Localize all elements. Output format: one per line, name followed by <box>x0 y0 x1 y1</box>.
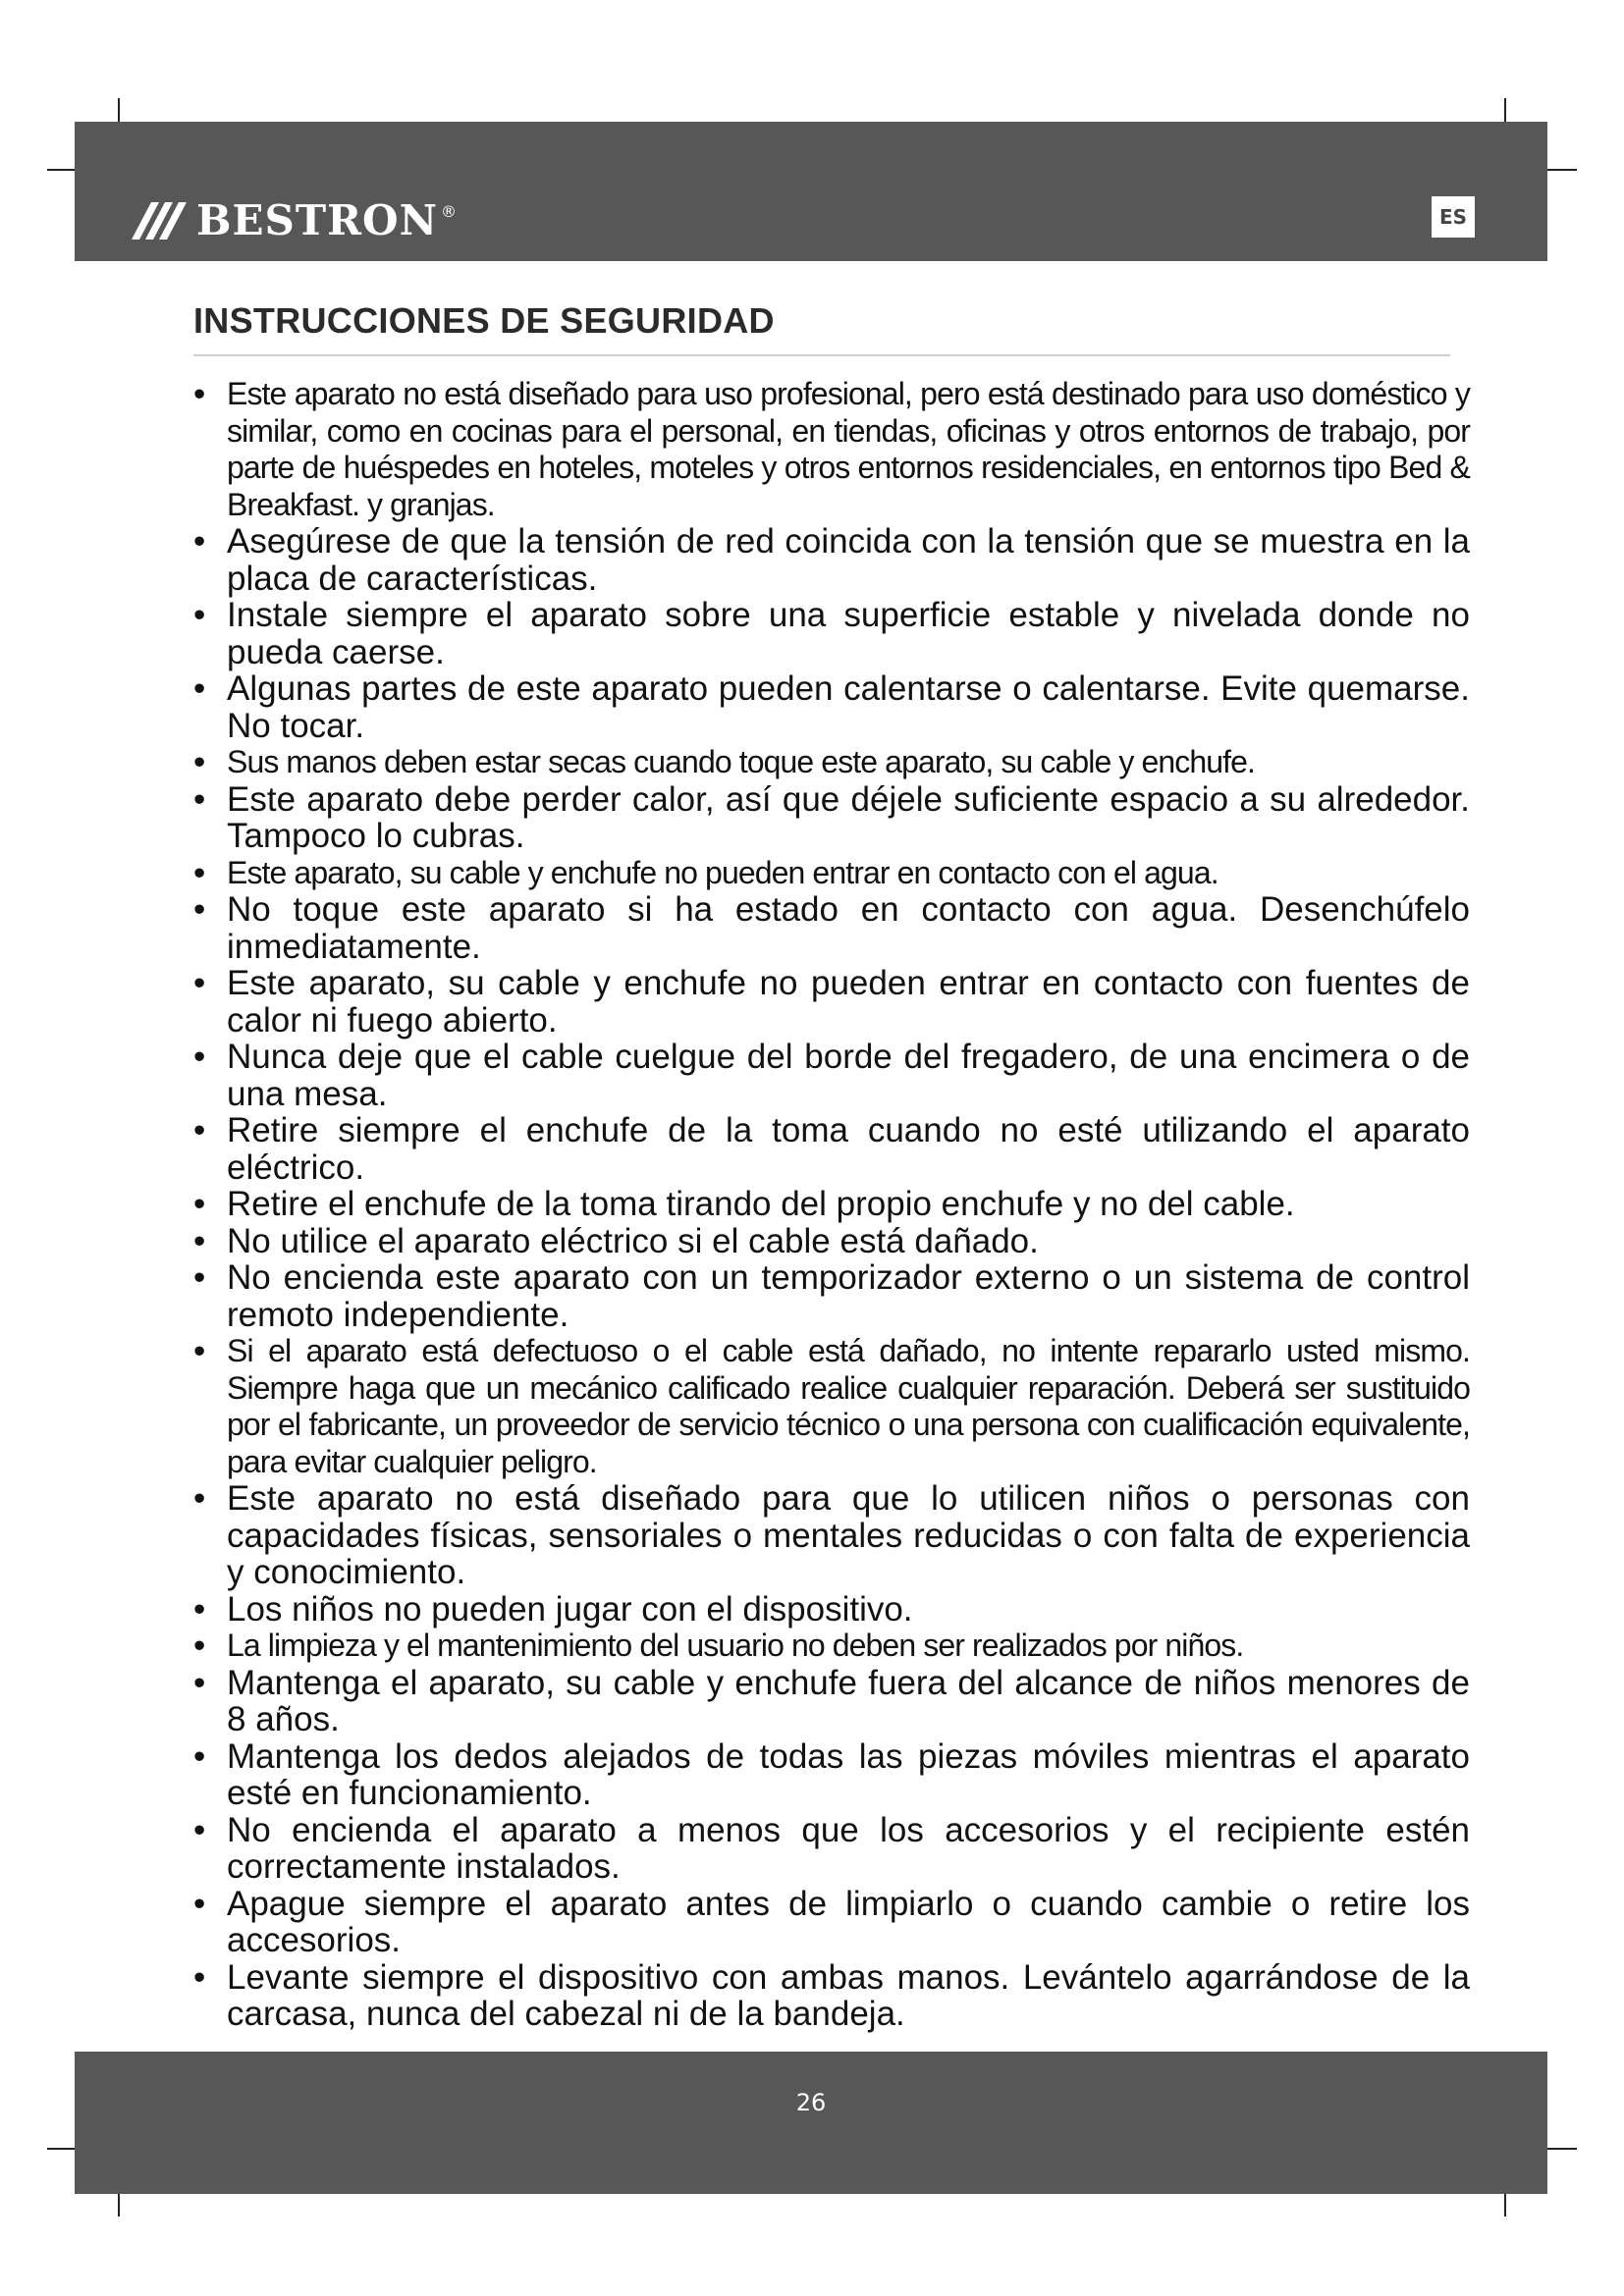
title-divider <box>193 354 1450 356</box>
list-item-text: Este aparato, su cable y enchufe no pueden entrar en contacto con fuentes de calor ni fuego abierto. <box>227 964 1470 1040</box>
list-item-text: No encienda el aparato a menos que los accesorios y el recipiente estén correctamente instalados. <box>227 1810 1470 1886</box>
page-number: 26 <box>795 2089 827 2116</box>
list-item <box>193 965 1470 1039</box>
bullet-icon: • <box>193 1038 206 1076</box>
list-item-text: Instale siempre el aparato sobre una superficie estable y nivelada donde no pueda caerse. <box>227 596 1470 671</box>
bullet-icon: • <box>193 743 205 781</box>
bullet-icon: • <box>193 890 206 929</box>
bullet-icon: • <box>193 1627 205 1665</box>
bullet-icon: • <box>193 669 206 708</box>
list-item <box>193 1259 1470 1333</box>
bullet-icon: • <box>193 1332 205 1370</box>
list-item-text: Retire siempre el enchufe de la toma cuando no esté utilizando el aparato eléctrico. <box>227 1111 1470 1187</box>
bullet-icon: • <box>193 1957 206 1997</box>
list-item-text: Mantenga los dedos alejados de todas las piezas móviles mientras el aparato esté en funcionamiento. <box>227 1736 1470 1812</box>
list-item <box>193 597 1470 670</box>
list-item-text: Apague siempre el aparato antes de limpiarlo o cuando cambie o retire los accesorios. <box>227 1884 1470 1959</box>
list-item <box>193 1480 1470 1591</box>
page-title: INSTRUCCIONES DE SEGURIDAD <box>193 300 775 341</box>
list-item-text: Nunca deje que el cable cuelgue del borde del fregadero, de una encimera o de una mesa. <box>227 1038 1470 1113</box>
brand-name: BESTRON <box>196 196 438 244</box>
list-item-text: La limpieza y el mantenimiento del usuario no deben ser realizados por niños. <box>227 1628 1244 1663</box>
list-item <box>193 891 1470 965</box>
list-item-text: Algunas partes de este aparato pueden calentarse o calentarse. Evite quemarse. No tocar. <box>227 669 1470 745</box>
list-item <box>193 1738 1470 1812</box>
list-item-text: Sus manos deben estar secas cuando toque este aparato, su cable y enchufe. <box>227 744 1256 779</box>
registered-mark: ® <box>440 202 457 221</box>
list-item-text: Si el aparato está defectuoso o el cable está dañado, no intente repararlo usted mismo. Siempre haga que un mecánico calificado realice cualquier reparación. Deberá ser sustituido por el fabricante, un proveedor de servicio técnico o una persona con cualificación equivalente, para evitar cualquier peligro. <box>227 1333 1470 1479</box>
bullet-icon: • <box>193 1589 206 1629</box>
header-band <box>75 122 1547 261</box>
bullet-icon: • <box>193 1884 206 1923</box>
list-item <box>193 1333 1470 1480</box>
bullet-icon: • <box>193 779 206 819</box>
list-item <box>193 781 1470 855</box>
list-item <box>193 855 1470 892</box>
list-item <box>193 1112 1470 1186</box>
bullet-icon: • <box>193 1479 206 1518</box>
list-item <box>193 1039 1470 1112</box>
list-item-text: Mantenga el aparato, su cable y enchufe fuera del alcance de niños menores de 8 años. <box>227 1663 1470 1738</box>
list-item-text: No toque este aparato si ha estado en contacto con agua. Desenchúfelo inmediatamente. <box>227 890 1470 966</box>
bullet-icon: • <box>193 1736 206 1776</box>
list-item <box>193 1591 1470 1629</box>
list-item-text: Los niños no pueden jugar con el dispositivo. <box>227 1589 913 1629</box>
bullet-icon: • <box>193 1185 206 1223</box>
list-item <box>193 670 1470 744</box>
bullet-icon: • <box>193 1111 206 1149</box>
bullet-icon: • <box>193 1258 206 1297</box>
list-item <box>193 744 1470 781</box>
list-item-text: Este aparato no está diseñado para que lo utilicen niños o personas con capacidades físicas, sensoriales o mentales reducidas o con falta de experiencia y conocimiento. <box>227 1479 1470 1591</box>
bullet-icon: • <box>193 1663 206 1702</box>
bullet-icon: • <box>193 596 206 634</box>
list-item <box>193 1628 1470 1665</box>
list-item <box>193 1959 1470 2033</box>
list-item-text: Este aparato, su cable y enchufe no pueden entrar en contacto con el agua. <box>227 854 1218 890</box>
list-item-text: Retire el enchufe de la toma tirando del propio enchufe y no del cable. <box>227 1185 1295 1223</box>
bullet-icon: • <box>193 964 206 1002</box>
footer-band <box>75 2052 1547 2194</box>
list-item-text: Este aparato debe perder calor, así que déjele suficiente espacio a su alrededor. Tampoco lo cubras. <box>227 779 1470 855</box>
list-item-text: No encienda este aparato con un temporizador externo o un sistema de control remoto independiente. <box>227 1258 1470 1334</box>
list-item-text: Asegúrese de que la tensión de red coincida con la tensión que se muestra en la placa de características. <box>227 522 1470 598</box>
brand-logo <box>130 198 457 243</box>
language-badge: ES <box>1432 196 1475 238</box>
list-item-text: No utilice el aparato eléctrico si el cable está dañado. <box>227 1221 1039 1260</box>
safety-instructions-list <box>193 376 1470 2033</box>
list-item <box>193 1665 1470 1738</box>
list-item <box>193 1186 1470 1223</box>
list-item <box>193 376 1470 523</box>
list-item <box>193 1812 1470 1886</box>
list-item-text: Levante siempre el dispositivo con ambas manos. Levántelo agarrándose de la carcasa, nunca del cabezal ni de la bandeja. <box>227 1957 1470 2033</box>
bullet-icon: • <box>193 1810 206 1849</box>
chevrons-icon <box>130 200 190 241</box>
bullet-icon: • <box>193 522 206 561</box>
list-item <box>193 1886 1470 1959</box>
bullet-icon: • <box>193 853 205 892</box>
list-item <box>193 1223 1470 1260</box>
list-item-text: Este aparato no está diseñado para uso profesional, pero está destinado para uso doméstico y similar, como en cocinas para el personal, en tiendas, oficinas y otros entornos de trabajo, por parte de huéspedes en hoteles, moteles y otros entornos residenciales, en entornos tipo Bed & Breakfast. y granjas. <box>227 376 1470 522</box>
bullet-icon: • <box>193 1221 206 1260</box>
list-item <box>193 523 1470 597</box>
bullet-icon: • <box>193 375 205 413</box>
